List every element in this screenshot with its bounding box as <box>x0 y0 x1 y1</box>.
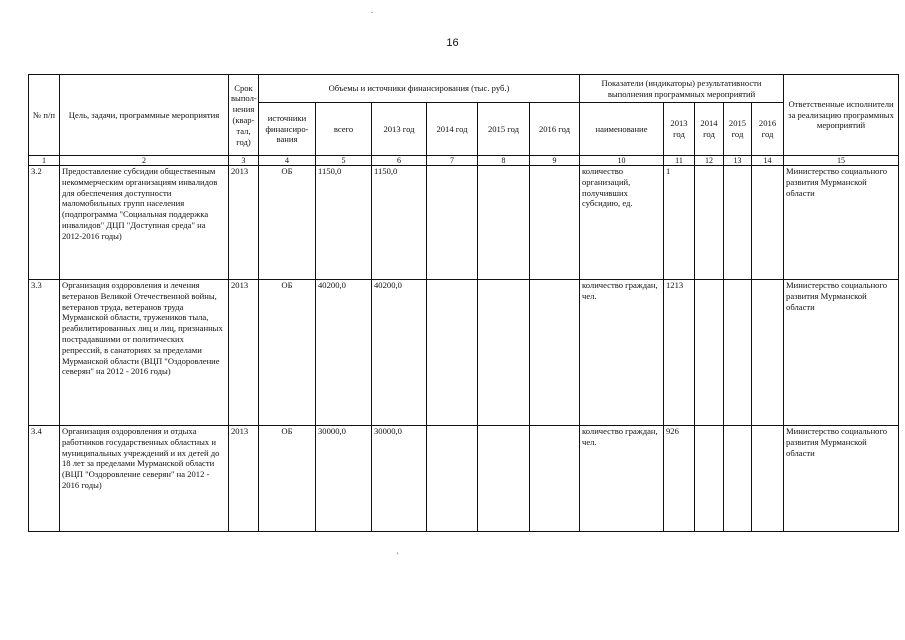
header-indicators-group: Показатели (индикаторы) результативности выполнения программных мероприятий <box>580 75 784 103</box>
row-number: 3.2 <box>29 166 60 280</box>
indicator-2013: 926 <box>664 426 695 532</box>
column-number: 12 <box>695 156 724 166</box>
scan-speck: ' <box>397 551 399 560</box>
funding-2013: 30000,0 <box>372 426 427 532</box>
funding-total: 40200,0 <box>316 280 372 426</box>
row-number: 3.3 <box>29 280 60 426</box>
activity-goal: Организация оздоровления и лечения ветеранов Великой Отечественной войны, ветеранов труда, ветеранов труда Мурманской области, тружеников тыла, реабилитированных лиц и лиц, признанных пострадавшими от политических репрессий, в санаториях за пределами Мурманской области (ВЦП "Оздоровление северян" на 2012 - 2016 годы) <box>60 280 229 426</box>
header-goal: Цель, задачи, программные мероприятия <box>60 75 229 156</box>
funding-source: ОБ <box>259 280 316 426</box>
column-number: 11 <box>664 156 695 166</box>
column-number: 2 <box>60 156 229 166</box>
row-number: 3.4 <box>29 426 60 532</box>
indicator-2015 <box>724 280 752 426</box>
funding-2013: 40200,0 <box>372 280 427 426</box>
funding-2016 <box>530 426 580 532</box>
program-activities-table <box>28 74 899 532</box>
header-indicator-2016: 2016 год <box>752 103 784 156</box>
funding-source: ОБ <box>259 166 316 280</box>
responsible-executor: Министерство социального развития Мурманской области <box>784 280 899 426</box>
column-number: 15 <box>784 156 899 166</box>
funding-2016 <box>530 166 580 280</box>
funding-2013: 1150,0 <box>372 166 427 280</box>
funding-2015 <box>478 166 530 280</box>
header-indicator-2015: 2015 год <box>724 103 752 156</box>
header-2014: 2014 год <box>427 103 478 156</box>
activity-term: 2013 <box>229 426 259 532</box>
activity-term: 2013 <box>229 280 259 426</box>
funding-source: ОБ <box>259 426 316 532</box>
header-num: № п/п <box>29 75 60 156</box>
column-number: 14 <box>752 156 784 166</box>
page-number: 16 <box>446 37 459 49</box>
header-indicator-2013: 2013 год <box>664 103 695 156</box>
column-number: 13 <box>724 156 752 166</box>
responsible-executor: Министерство социального развития Мурманской области <box>784 166 899 280</box>
indicator-2013: 1 <box>664 166 695 280</box>
responsible-executor: Министерство социального развития Мурманской области <box>784 426 899 532</box>
header-2015: 2015 год <box>478 103 530 156</box>
header-executors: Ответственные исполнители за реализацию программных мероприятий <box>784 75 899 156</box>
header-term: Срок выпол-нения (квар-тал, год) <box>229 75 259 156</box>
indicator-2014 <box>695 166 724 280</box>
funding-2015 <box>478 280 530 426</box>
table-row <box>29 426 899 532</box>
funding-2015 <box>478 426 530 532</box>
activity-goal: Предоставление субсидии общественным некоммерческим организациям инвалидов для обеспечения доступности маломобильных групп населения (подпрограмма "Социальная поддержка инвалидов" ДЦП "Доступная среда" на 2012-2016 годы) <box>60 166 229 280</box>
column-number-row <box>29 156 899 166</box>
indicator-2016 <box>752 426 784 532</box>
column-number: 6 <box>372 156 427 166</box>
header-indicator-2014: 2014 год <box>695 103 724 156</box>
table-row <box>29 166 899 280</box>
column-number: 7 <box>427 156 478 166</box>
indicator-name: количество организаций, получивших субсидию, ед. <box>580 166 664 280</box>
indicator-name: количество граждан, чел. <box>580 426 664 532</box>
indicator-2016 <box>752 280 784 426</box>
funding-2016 <box>530 280 580 426</box>
header-sources: источники финансиро-вания <box>259 103 316 156</box>
indicator-2015 <box>724 426 752 532</box>
column-number: 9 <box>530 156 580 166</box>
funding-2014 <box>427 426 478 532</box>
header-2013: 2013 год <box>372 103 427 156</box>
header-row-1 <box>29 75 899 103</box>
column-number: 5 <box>316 156 372 166</box>
indicator-2014 <box>695 280 724 426</box>
column-number: 1 <box>29 156 60 166</box>
indicator-2016 <box>752 166 784 280</box>
indicator-2014 <box>695 426 724 532</box>
header-indicator-name: наименование <box>580 103 664 156</box>
scan-speck: . <box>371 6 373 15</box>
column-number: 8 <box>478 156 530 166</box>
activity-term: 2013 <box>229 166 259 280</box>
indicator-name: количество граждан, чел. <box>580 280 664 426</box>
funding-total: 1150,0 <box>316 166 372 280</box>
column-number: 10 <box>580 156 664 166</box>
table-row <box>29 280 899 426</box>
header-total: всего <box>316 103 372 156</box>
header-funding-group: Объемы и источники финансирования (тыс. руб.) <box>259 75 580 103</box>
column-number: 4 <box>259 156 316 166</box>
funding-total: 30000,0 <box>316 426 372 532</box>
funding-2014 <box>427 280 478 426</box>
header-2016: 2016 год <box>530 103 580 156</box>
activity-goal: Организация оздоровления и отдыха работников государственных областных и муниципальных учреждений и их детей до 18 лет за пределами Мурманской области (ВЦП "Оздоровление северян" на 2012 - 2016 годы) <box>60 426 229 532</box>
column-number: 3 <box>229 156 259 166</box>
indicator-2013: 1213 <box>664 280 695 426</box>
funding-2014 <box>427 166 478 280</box>
indicator-2015 <box>724 166 752 280</box>
